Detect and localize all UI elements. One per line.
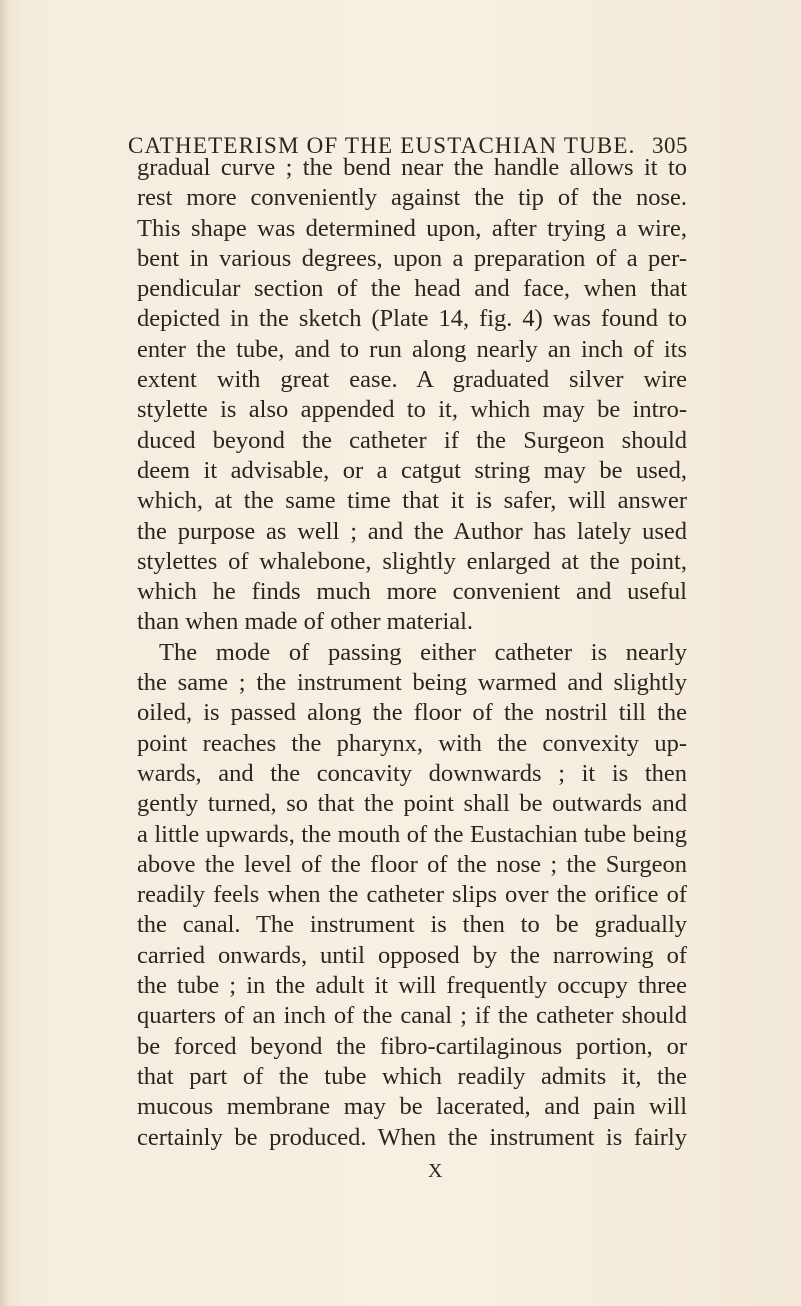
text-line: enter the tube, and to run along nearly an inch of its [137, 335, 687, 363]
text-line: point reaches the pharynx, with the convexity up- [137, 729, 687, 757]
text-line: the same ; the instrument being warmed and slightly [137, 669, 687, 697]
text-line: depicted in the sketch (Plate 14, fig. 4) was found to [137, 305, 687, 333]
text-line: than when made of other material. [137, 608, 474, 636]
page-number: 305 [652, 133, 688, 158]
text-line: pendicular section of the head and face, when that [137, 275, 687, 303]
text-line: duced beyond the catheter if the Surgeon should [137, 426, 687, 454]
text-line: extent with great ease. A graduated silver wire [137, 366, 687, 394]
text-line: which, at the same time that it is safer, will answer [137, 487, 687, 515]
text-line: The mode of passing either catheter is nearly [159, 638, 687, 666]
text-line: readily feels when the catheter slips over the orifice of [137, 881, 687, 909]
text-line: the purpose as well ; and the Author has lately used [137, 517, 687, 545]
running-head-title: CATHETERISM OF THE EUSTACHIAN TUBE. [128, 133, 636, 158]
text-line: wards, and the concavity downwards ; it is then [137, 759, 687, 787]
text-line: This shape was determined upon, after trying a wire, [137, 214, 687, 242]
text-line: the canal. The instrument is then to be gradually [137, 911, 687, 939]
signature-mark: X [428, 1160, 443, 1182]
body-text [137, 153, 687, 1153]
page-gutter-shadow [0, 0, 10, 1306]
text-line: certainly be produced. When the instrument is fairly [137, 1123, 687, 1151]
text-line: which he finds much more convenient and useful [137, 578, 687, 606]
text-line: quarters of an inch of the canal ; if the catheter should [137, 1002, 687, 1030]
text-line: rest more conveniently against the tip of the nose. [137, 184, 687, 212]
text-line: deem it advisable, or a catgut string may be used, [137, 456, 687, 484]
text-line: bent in various degrees, upon a preparation of a per- [137, 244, 687, 272]
text-line: stylette is also appended to it, which may be intro- [137, 396, 687, 424]
text-line: oiled, is passed along the floor of the nostril till the [137, 699, 687, 727]
text-line: a little upwards, the mouth of the Eustachian tube being [137, 820, 687, 848]
text-line: the tube ; in the adult it will frequently occupy three [137, 972, 687, 1000]
text-line: mucous membrane may be lacerated, and pain will [137, 1093, 687, 1121]
text-line: carried onwards, until opposed by the narrowing of [137, 941, 687, 969]
text-line: stylettes of whalebone, slightly enlarged at the point, [137, 547, 687, 575]
text-line: gradual curve ; the bend near the handle allows it to [137, 154, 687, 181]
text-line: above the level of the floor of the nose ; the Surgeon [137, 850, 687, 878]
text-line: that part of the tube which readily admits it, the [137, 1062, 687, 1090]
text-line: gently turned, so that the point shall be outwards and [137, 790, 687, 818]
text-line: be forced beyond the fibro-cartilaginous portion, or [137, 1032, 687, 1060]
